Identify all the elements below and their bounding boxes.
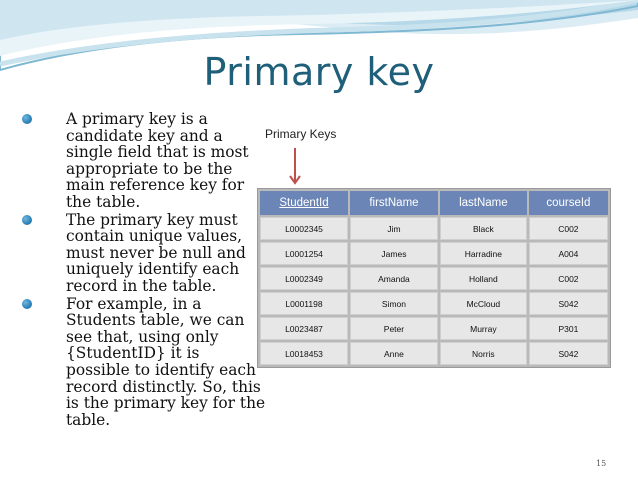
table-cell: L0001198: [260, 292, 348, 315]
primary-keys-label: Primary Keys: [265, 127, 337, 141]
table-cell: A004: [529, 242, 608, 265]
bullet-list: [20, 111, 266, 429]
bullet-item: [20, 296, 266, 429]
table-header-row: [260, 191, 608, 215]
table-row: [260, 217, 608, 240]
table-row: [260, 317, 608, 340]
table-cell: Harradine: [440, 242, 527, 265]
column-header-firstname: firstName: [350, 191, 438, 215]
column-header-studentid: StudentId: [260, 191, 348, 215]
bullet-text: A primary key is a candidate key and a single field that is most appropriate to be the main reference key for the table.: [66, 110, 249, 211]
table-cell: L0001254: [260, 242, 348, 265]
table-cell: C002: [529, 217, 608, 240]
slide-title: Primary key: [203, 50, 435, 94]
table-cell: Amanda: [350, 267, 438, 290]
table-cell: Holland: [440, 267, 527, 290]
column-header-courseid: courseId: [529, 191, 608, 215]
table-cell: P301: [529, 317, 608, 340]
students-table-figure: [252, 118, 616, 358]
bullet-item: [20, 111, 266, 211]
table-cell: Anne: [350, 342, 438, 365]
down-arrow-icon: [288, 146, 302, 186]
table-cell: Murray: [440, 317, 527, 340]
table-cell: C002: [529, 267, 608, 290]
table-cell: L0023487: [260, 317, 348, 340]
table-cell: Simon: [350, 292, 438, 315]
column-header-lastname: lastName: [440, 191, 527, 215]
table-cell: L0018453: [260, 342, 348, 365]
table-cell: L0002349: [260, 267, 348, 290]
table-cell: Peter: [350, 317, 438, 340]
table-cell: Jim: [350, 217, 438, 240]
bullet-text: The primary key must contain unique values, must never be null and uniquely identify each record in the table.: [66, 210, 246, 295]
table-cell: S042: [529, 292, 608, 315]
table-cell: James: [350, 242, 438, 265]
page-number: 15: [596, 459, 607, 468]
table-cell: Norris: [440, 342, 527, 365]
table-row: [260, 242, 608, 265]
table-cell: L0002345: [260, 217, 348, 240]
table-cell: Black: [440, 217, 527, 240]
bullet-item: [20, 212, 266, 295]
bullet-dot-icon: [22, 215, 32, 225]
table-row: [260, 267, 608, 290]
bullet-dot-icon: [22, 114, 32, 124]
table-cell: S042: [529, 342, 608, 365]
table-row: [260, 342, 608, 365]
bullet-dot-icon: [22, 299, 32, 309]
students-table: [257, 188, 611, 368]
bullet-text: For example, in a Students table, we can see that, using only {StudentID} it is possible to identify each record distinctly. So, this is the primary key for the table.: [66, 294, 266, 429]
table-row: [260, 292, 608, 315]
table-cell: McCloud: [440, 292, 527, 315]
